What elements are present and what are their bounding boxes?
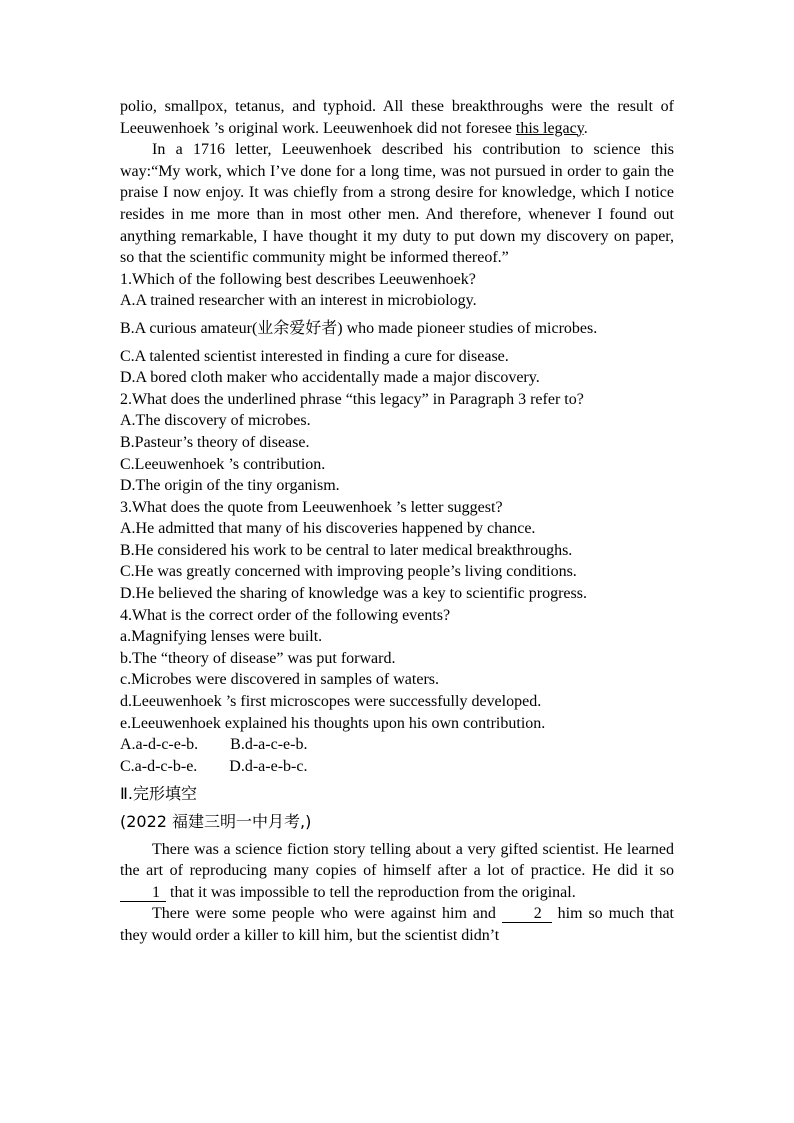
question-2-option-b: B.Pasteur’s theory of disease. — [120, 433, 310, 451]
cloze-blank-1: 1 — [120, 884, 166, 902]
question-4-options-row-2: C.a-d-c-b-e. D.d-a-e-b-c. — [120, 757, 308, 775]
question-4-event-e: e.Leeuwenhoek explained his thoughts upon his own contribution. — [120, 714, 546, 732]
question-3-option-d: D.He believed the sharing of knowledge was a key to scientific progress. — [120, 585, 587, 603]
question-4-event-d: d.Leeuwenhoek ’s first microscopes were successfully developed. — [120, 693, 542, 711]
question-4-event-c: c.Microbes were discovered in samples of waters. — [120, 671, 439, 689]
cloze-text: that it was impossible to tell the reproduction from the original. — [166, 883, 576, 901]
passage-text: polio, smallpox, tetanus, and typhoid. All these breakthroughs were the result of Leeuwenhoek ’s original work. Leeuwenhoek did not foresee — [120, 98, 674, 137]
question-1-option-c: C.A talented scientist interested in finding a cure for disease. — [120, 347, 509, 365]
underlined-phrase: this legacy — [515, 119, 584, 137]
section-source: (2022 福建三明一中月考,) — [120, 812, 312, 831]
page-content — [120, 96, 674, 947]
cloze-text: There were some people who were against him and — [152, 905, 502, 923]
cloze-text: him so much that they would order a killer to kill him, but the scientist didn’t — [120, 905, 674, 944]
section-heading: Ⅱ.完形填空 — [120, 784, 197, 804]
question-3-stem: 3.What does the quote from Leeuwenhoek ’s letter suggest? — [120, 498, 503, 516]
passage-period: . — [583, 119, 588, 137]
question-1-option-d: D.A bored cloth maker who accidentally made a major discovery. — [120, 369, 540, 387]
question-4-event-b: b.The “theory of disease” was put forward. — [120, 649, 396, 667]
question-3-option-c: C.He was greatly concerned with improving people’s living conditions. — [120, 563, 577, 581]
question-2-option-a: A.The discovery of microbes. — [120, 412, 311, 430]
question-4-stem: 4.What is the correct order of the following events? — [120, 606, 451, 624]
question-2-stem: 2.What does the underlined phrase “this legacy” in Paragraph 3 refer to? — [120, 390, 584, 408]
question-1-option-a: A.A trained researcher with an interest in microbiology. — [120, 292, 477, 310]
question-3-option-a: A.He admitted that many of his discoveries happened by chance. — [120, 520, 536, 538]
question-4-options-row-1: A.a-d-c-e-b. B.d-a-c-e-b. — [120, 736, 308, 754]
question-3-option-b: B.He considered his work to be central to later medical breakthroughs. — [120, 541, 573, 559]
cloze-blank-2: 2 — [502, 905, 552, 923]
question-1-stem: 1.Which of the following best describes Leeuwenhoek? — [120, 270, 476, 288]
passage-paragraph-letter: In a 1716 letter, Leeuwenhoek described his contribution to science this way:“My work, which I’ve done for a long time, was not pursued in order to gain the praise I now enjoy. It was chiefly from a strong desire for knowledge, which I notice resides in me more than in most other men. And therefore, whenever I found out anything remarkable, I have thought it my duty to put down my discovery on paper, so that the scientific community might be informed thereof.” — [120, 141, 674, 267]
cloze-paragraph-1 — [120, 839, 674, 904]
cloze-text: There was a science fiction story telling about a very gifted scientist. He learned the art of reproducing many copies of himself after a lot of practice. He did it so — [120, 840, 674, 880]
question-2-option-c: C.Leeuwenhoek ’s contribution. — [120, 455, 326, 473]
question-2-option-d: D.The origin of the tiny organism. — [120, 477, 340, 495]
question-4-event-a: a.Magnifying lenses were built. — [120, 628, 323, 646]
cloze-paragraph-2 — [120, 903, 674, 946]
passage-paragraph-continued — [120, 96, 674, 139]
question-1-option-b: B.A curious amateur(业余爱好者) who made pioneer studies of microbes. — [120, 319, 598, 337]
